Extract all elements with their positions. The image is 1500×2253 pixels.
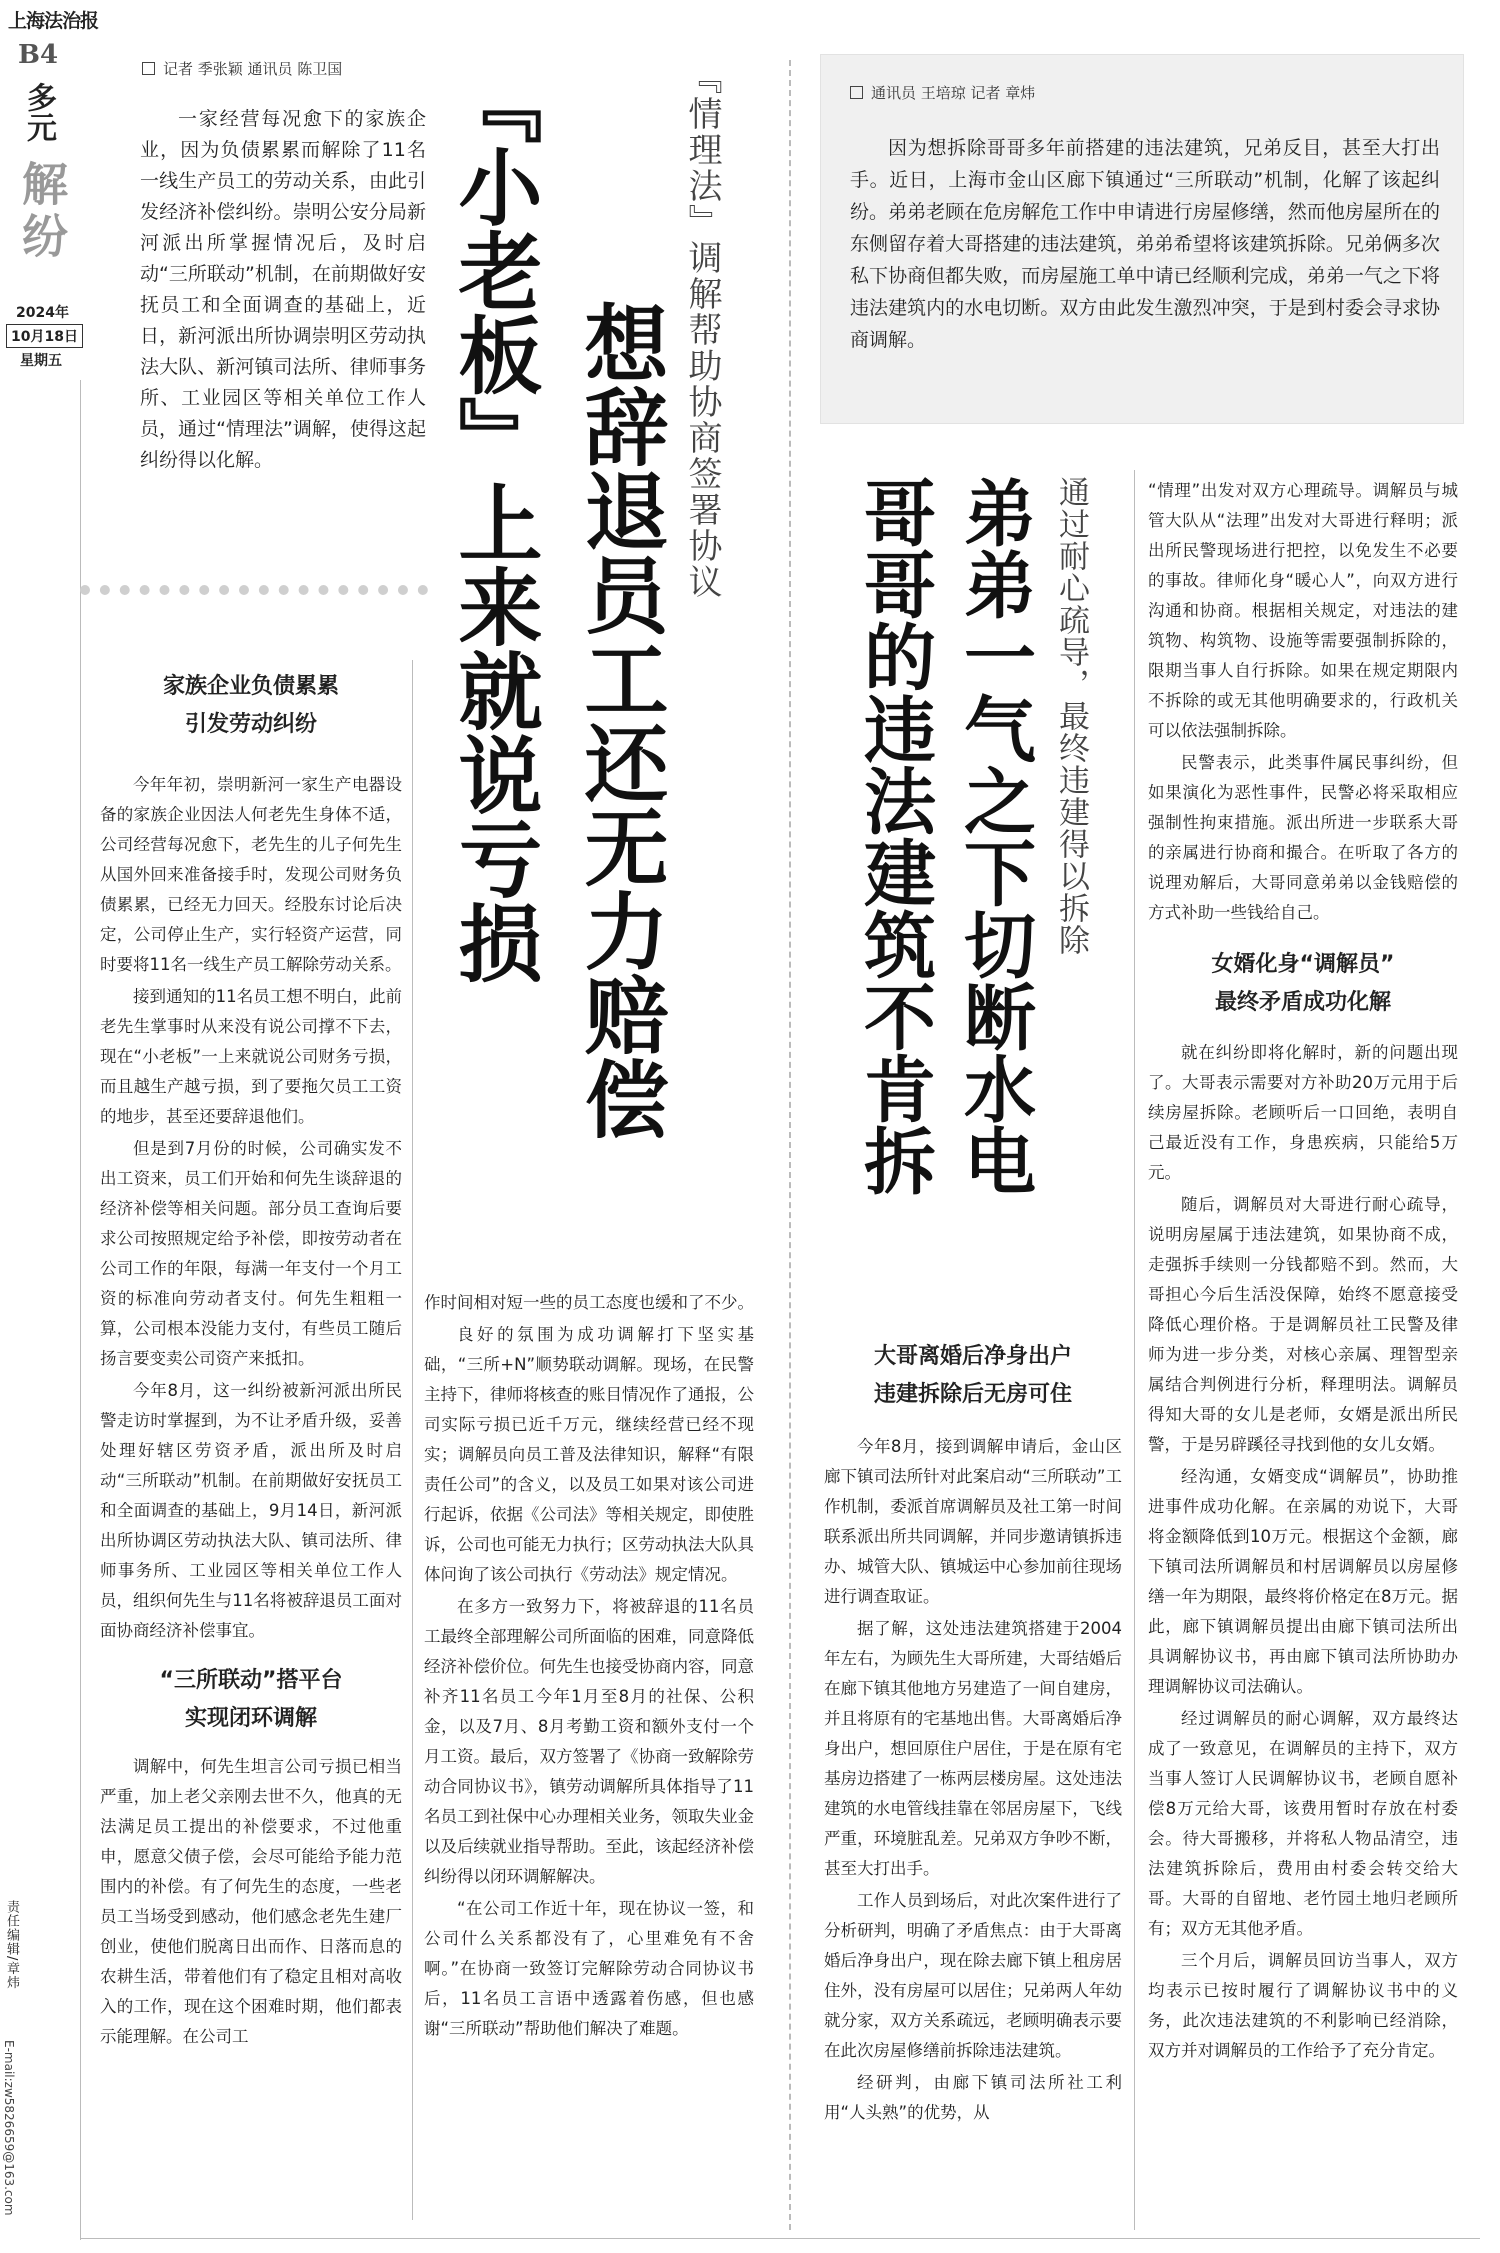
date-year: 2024年 <box>16 305 69 321</box>
left-c1-para-1: 今年年初，崇明新河一家生产电器设备的家族企业因法人何老先生身体不适，公司经营每况愈下，老先生的儿子何先生从国外回来准备接手时，发现公司财务负债累累，已经无力回天。经股东讨论后决定，公司停止生产，实行轻资产运营，同时要将11名一线生产员工解除劳动关系。 <box>100 775 402 974</box>
right-subhead-1 <box>824 1338 1122 1414</box>
right-subhead-1-line1: 大哥离婚后净身出户 <box>873 1344 1072 1369</box>
right-c2-para-5: 经沟通，女婿变成“调解员”，协助推进事件成功化解。在亲属的劝说下，大哥将金额降低到10万元。根据这个金额，廊下镇司法所调解员和村居调解员以房屋修缮一年为期限，最终将价格定在8万元。据此，廊下镇调解员提出由廊下镇司法所出具调解协议书，再由廊下镇司法所协助办理调解协议司法确认。 <box>1148 1467 1458 1696</box>
right-lead: 因为想拆除哥哥多年前搭建的违法建筑，兄弟反目，甚至大打出手。近日，上海市金山区廊下镇通过“三所联动”机制，化解了该起纠纷。弟弟老顾在危房解危工作中申请进行房屋修缮，然而他房屋所在的东侧留存着大哥搭建的违法建筑，弟弟希望将该建筑拆除。兄弟俩多次私下协商但都失败，而房屋施工单中请已经顺利完成，弟弟一气之下将违法建筑内的水电切断。双方由此发生激烈冲突，于是到村委会寻求协商调解。 <box>850 137 1440 351</box>
left-c1-para-3: 但是到7月份的时候，公司确实发不出工资来，员工们开始和何先生谈辞退的经济补偿等相关问题。部分员工查询后要求公司按照规定给予补偿，即按劳动者在公司工作的年限，每满一年支付一个月工资的标准向劳动者支付。何先生粗粗一算，公司根本没能力支付，有些员工随后扬言要变卖公司资产来抵扣。 <box>100 1139 402 1368</box>
date-month-day: 10月18日 <box>6 324 83 348</box>
right-c2-para-1: “情理”出发对双方心理疏导。调解员与城管大队从“法理”出发对大哥进行释明；派出所民警现场进行把控，以免发生不必要的事故。律师化身“暖心人”，向双方进行沟通和协商。根据相关规定，对违法的建筑物、构筑物、设施等需要强制拆除的，限期当事人自行拆除。如果在规定期限内不拆除的或无其他明确要求的，行政机关可以依法强制拆除。 <box>1148 481 1458 740</box>
left-c2-para-4: “在公司工作近十年，现在协议一签，和公司什么关系都没有了，心里难免有不舍啊。”在协商一致签订完解除劳动合同协议书后，11名员工言语中透露着伤感，但也感谢“三所联动”帮助他们解决了难题。 <box>424 1899 754 2038</box>
right-subhead-1-line2: 违建拆除后无房可住 <box>873 1382 1072 1407</box>
right-column-divider <box>1134 470 1135 2230</box>
editor-email: E-mail:zw5826659@163.com <box>2 2040 16 2216</box>
right-column-2 <box>1148 476 1458 2068</box>
bottom-rule <box>80 2238 1480 2239</box>
right-c2-para-4: 随后，调解员对大哥进行耐心疏导，说明房屋属于违法建筑，如果协商不成，走强拆手续则一分钱都赔不到。然而，大哥担心今后生活没保障，始终不愿意接受降低心理价格。于是调解员社工民警及律师为进一步分类，对核心亲属、理智型亲属结合判例进行分析，释理明法。调解员得知大哥的女儿是老师，女婿是派出所民警，于是另辟蹊径寻找到他的女儿女婿。 <box>1148 1195 1458 1454</box>
right-c1-para-2: 据了解，这处违法建筑搭建于2004年左右，为顾先生大哥所建，大哥结婚后在廊下镇其他地方另建造了一间自建房，并且将原有的宅基地出售。大哥离婚后净身出户，想回原住户居住，于是在原有宅基房边搭建了一栋两层楼房屋。这处违法建筑的水电管线挂靠在邻居房屋下，飞线严重，环境脏乱差。兄弟双方争吵不断，甚至大打出手。 <box>824 1619 1122 1878</box>
right-c2-para-6: 经过调解员的耐心调解，双方最终达成了一致意见，在调解员的主持下，双方当事人签订人民调解协议书，老顾自愿补偿8万元给大哥，该费用暂时存放在村委会。待大哥搬移，并将私人物品清空，违法建筑拆除后，费用由村委会转交给大哥。大哥的自留地、老竹园土地归老顾所有；双方无其他矛盾。 <box>1148 1709 1458 1938</box>
left-subhead-2-line2: 实现闭环调解 <box>184 1706 317 1731</box>
right-c2-para-2: 民警表示，此类事件属民事纠纷，但如果演化为恶性事件，民警必将采取相应强制性拘束措施。派出所进一步联系大哥的亲属进行协商和撮合。在听取了各方的说理劝解后，大哥同意弟弟以金钱赔偿的方式补助一些钱给自己。 <box>1148 753 1458 922</box>
right-headline-1: 弟弟一气之下切断水电 <box>952 476 1037 1196</box>
right-c1-para-1: 今年8月，接到调解申请后，金山区廊下镇司法所针对此案启动“三所联动”工作机制，委派首席调解员及社工第一时间联系派出所共同调解，并同步邀请镇拆违办、城管大队、镇城运中心参加前往现场进行调查取证。 <box>824 1437 1122 1606</box>
left-c2-para-3: 在多方一致努力下，将被辞退的11名员工最终全部理解公司所面临的困难，同意降低经济补偿价位。何先生也接受协商内容，同意补齐11名员工今年1月至8月的社保、公积金，以及7月、8月考勤工资和额外支付一个月工资。最后，双方签署了《协商一致解除劳动合同协议书》，镇劳动调解所具体指导了11名员工到社保中心办理相关业务，领取失业金以及后续就业指导帮助。至此，该起经济补偿纠纷得以闭环调解解决。 <box>424 1597 754 1886</box>
left-c1-para-2: 接到通知的11名员工想不明白，此前老先生掌事时从来没有说公司撑不下去，现在“小老板”一上来就说公司财务亏损，而且越生产越亏损，到了要拖欠员工工资的地步，甚至还要辞退他们。 <box>100 987 402 1126</box>
right-column-1 <box>824 1338 1122 2130</box>
left-kicker: 『情理法』调解帮助协商签署协议 <box>682 60 722 600</box>
left-c1-para-4: 今年8月，这一纠纷被新河派出所民警走访时掌握到，为不让矛盾升级，妥善处理好辖区劳资矛盾，派出所及时启动“三所联动”机制。在前期做好安抚员工和全面调查的基础上，9月14日，新河派出所协调区劳动执法大队、镇司法所、律师事务所、工业园区等相关单位工作人员，组织何先生与11名将被辞退员工面对面协商经济补偿事宜。 <box>100 1381 402 1640</box>
left-column-1 <box>100 668 402 2054</box>
right-kicker: 通过耐心疏导，最终违建得以拆除 <box>1053 476 1089 956</box>
right-c2-para-3: 就在纠纷即将化解时，新的问题出现了。大哥表示需要对方补助20万元用于后续房屋拆除。老顾听后一口回绝，表明自己最近没有工作，身患疾病，只能给5万元。 <box>1148 1043 1458 1182</box>
left-headline-2: 想辞退员工还无力赔偿 <box>571 300 670 1140</box>
left-subhead-1-line2: 引发劳动纠纷 <box>184 712 317 737</box>
left-subhead-1 <box>100 668 402 744</box>
left-subhead-2-line1: “三所联动”搭平台 <box>159 1668 343 1693</box>
page-code: B4 <box>18 40 59 70</box>
left-lead-divider <box>80 585 428 609</box>
right-subhead-2 <box>1148 946 1458 1022</box>
right-c1-para-4: 经研判，由廊下镇司法所社工利用“人头熟”的优势，从 <box>824 2073 1122 2122</box>
center-divider <box>789 60 791 2230</box>
paper-name-logo: 上海法治报 <box>8 10 99 32</box>
section-name-line2: 解纷 <box>15 160 69 264</box>
left-c2-para-1: 作时间相对短一些的员工态度也缓和了不少。 <box>424 1293 754 1312</box>
right-byline: 通讯员 王培琼 记者 章炜 <box>850 82 1035 103</box>
left-subhead-2 <box>100 1662 402 1738</box>
weekday: 星期五 <box>20 353 62 369</box>
right-subhead-2-line2: 最终矛盾成功化解 <box>1214 990 1391 1015</box>
margin-divider <box>80 380 81 2240</box>
left-lead: 一家经营每况愈下的家族企业，因为负债累累而解除了11名一线生产员工的劳动关系，由此引发经济补偿纠纷。崇明公安分局新河派出所掌握情况后，及时启动“三所联动”机制，在前期做好安抚员工和全面调查的基础上，近日，新河派出所协调崇明区劳动执法大队、新河镇司法所、律师事务所、工业园区等相关单位工作人员，通过“情理法”调解，使得这起纠纷得以化解。 <box>140 108 426 471</box>
right-subhead-2-line1: 女婿化身“调解员” <box>1211 952 1395 977</box>
left-byline: 记者 季张颖 通讯员 陈卫国 <box>142 58 342 79</box>
section-name-line1: 多元 <box>21 82 56 142</box>
right-headline-2: 哥哥的违法建筑不肯拆 <box>852 476 937 1196</box>
left-c1-para-5: 调解中，何先生坦言公司亏损已相当严重，加上老父亲刚去世不久，他真的无法满足员工提出的补偿要求，不过他重申，愿意父债子偿，会尽可能给予能力范围内的补偿。有了何先生的态度，一些老员工当场受到感动，他们感念老先生建厂创业，使他们脱离日出而作、日落而息的农耕生活，带着他们有了稳定且相对高收入的工作，现在这个困难时期，他们都表示能理解。在公司工 <box>100 1757 402 2046</box>
left-column-2 <box>424 1288 754 2046</box>
left-c2-para-2: 良好的氛围为成功调解打下坚实基础，“三所+N”顺势联动调解。现场，在民警主持下，律师将核查的账目情况作了通报，公司实际亏损已近千万元，继续经营已经不现实；调解员向员工普及法律知识，解释“有限责任公司”的含义，以及员工如果对该公司进行起诉，依据《公司法》等相关规定，即使胜诉，公司也可能无力执行；区劳动执法大队具体问询了该公司执行《劳动法》规定情况。 <box>424 1325 754 1584</box>
left-column-divider <box>412 660 413 2220</box>
right-c1-para-3: 工作人员到场后，对此次案件进行了分析研判，明确了矛盾焦点：由于大哥离婚后净身出户，现在除去廊下镇上租房居住外，没有房屋可以居住；兄弟两人年幼就分家，双方关系疏远，老顾明确表示要在此次房屋修缮前拆除违法建筑。 <box>824 1891 1122 2060</box>
right-c2-para-7: 三个月后，调解员回访当事人，双方均表示已按时履行了调解协议书中的义务，此次违法建筑的不利影响已经消除，双方并对调解员的工作给予了充分肯定。 <box>1148 1951 1458 2060</box>
left-headline-1: 『小老板』上来就说亏损 <box>445 60 544 984</box>
editor-credit: 责任编辑/章炜 <box>4 1900 19 1990</box>
left-subhead-1-line1: 家族企业负债累累 <box>162 674 339 699</box>
